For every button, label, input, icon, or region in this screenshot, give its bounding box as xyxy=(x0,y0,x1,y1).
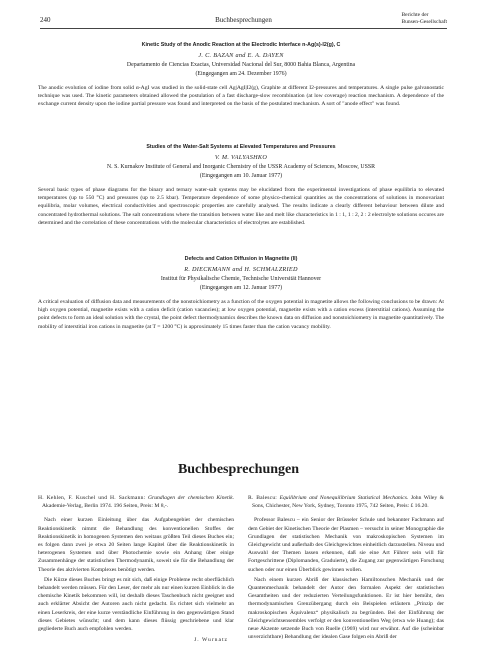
book-reference xyxy=(38,494,234,510)
abstract-body: Several basic types of phase diagrams for the binary and ternary water-salt systems may be elucidated from the experimental investigations of phase equilibria to elevated temperatures (up to 550 °C) and pressures (up to 2.5 kbar). Temperature dependence of some physico-chemical quantities as the concentrations of solutions in monovariant equilibria, molar volumes, electrical conductivities and spectroscopic properties are carefully analysed. The results indicate a clearly different behaviour between dilute and concentrated hydrothermal solutions. The salt concentrations where the transition between water like and melt like characteristics in 1 : 1, 1 : 2, 2 : 2 electrolyte solutions occures are determined and the correlation of these concentrations with the molecular characteristics of electrolytes are established. xyxy=(38,187,444,226)
abstract-body: The anodic evolution of iodine from solid α-AgI was studied in the solid-state cell Ag|AgI|I2(g), Graphite at different I2-pressures and temperatures. A single pulse galvanostatic technique was used. The kinetic parameters obtained allowed the postulation of a fast discharge-slow recombination (at low coverage) reaction mechanism. A dependence of the exchange current density upon the iodine partial pressure was found and interpreted on the basis of the postulated mechanism. A sort of "anode effect" was found. xyxy=(38,85,444,108)
journal-name-line2: Bunsen-Gesellschaft xyxy=(401,19,447,25)
abstract-affiliation: Departamento de Ciencias Exactas, Universidad Nacional del Sur, 8000 Bahia Blanca, Argentina xyxy=(126,62,356,68)
abstract-1 xyxy=(38,42,444,109)
review-column-right xyxy=(248,494,444,643)
book-title: Grundlagen der chemischen Kinetik. xyxy=(148,495,234,501)
abstract-3 xyxy=(38,256,444,331)
journal-name xyxy=(401,12,447,26)
abstract-authors: V. M. VALYASHKO xyxy=(214,154,268,161)
review-paragraph: Nach einer kurzen Einleitung über das Aufgabengebiet der chemischen Reaktionskinetik nimmt die Behandlung des konventionellen Stoffes der Reaktionskinetik in homogenen Systemen den weitaus größten Teil dieses Buches ein; es folgen dann zwei je etwa 20 Seiten lange Kapitel über die Reaktionskinetik in heterogenen Systemen und über Photochemie sowie ein Anhang über einige Zusammenhänge der statistischen Thermodynamik, soweit sie für die Behandlung der Theorie des aktivierten Komplexes benötigt werden. xyxy=(38,517,234,573)
page-number: 240 xyxy=(40,16,51,24)
abstract-received-date: (Eingegangen am 12. Januar 1977) xyxy=(199,285,283,291)
abstract-title: Kinetic Study of the Anodic Reaction at the Electrodic Interface n-Ag(s)-I2(g), C xyxy=(141,42,341,48)
abstract-received-date: (Eingegangen am 24. Dezember 1976) xyxy=(195,71,287,77)
abstract-title: Defects and Cation Diffusion in Magnetite (II) xyxy=(184,256,298,262)
abstract-authors: J. C. BAZAN and E. A. DAYEN xyxy=(198,52,284,59)
page-header xyxy=(40,12,447,29)
review-paragraph: Professor Balescu – ein Senior der Brüsseler Schule und bekannter Fachmann auf dem Gebiet der Kinetischen Theorie der Plasmen – versucht in seiner Monographie die Grundlagen der statistischen Mechanik von makroskopischen Systemen im Gleichgewicht und außerhalb des Gleichgewichtes einheitlich darzustellen. Niveau und Auswahl der Themen lassen erkennen, daß sie eine Art Führer sein will für Fortgeschrittene (Diplomanden, Graduierte), die Zugang zur gegenwärtigen Forschung suchen oder nur einen Überblick gewinnen wollen. xyxy=(248,517,444,573)
book-reference xyxy=(248,494,444,510)
reviewer-signature: J. Wurnatz xyxy=(194,637,228,644)
book-publisher: Akademie-Verlag, Berlin 1974. 196 Seiten, Preis: M 8,-. xyxy=(42,503,169,510)
book-authors: R. Balescu: xyxy=(248,495,278,501)
review-paragraph: Nach einem kurzen Abriß der klassischen Hamiltonschen Mechanik und der Quantenmechanik behandelt der Autor den formalen Aspekt der statistischen Gesamtheiten und der reduzierten Verteilungsfunktionen. Er ist hier bemüht, den thermodynamischen Grenzübergang durch ein Beispielen erläutern „Prinzip der makroskopischen Äquivalenz“ physikalisch zu begründen. Bei der Einführung der Gleichgewichtsensembles verfolgt er den konventionellen Weg (etwa wie Huang); das neue Akzente setzende Buch von Ruelle (1969) wird nur erwähnt. Auf die (scheinbar unverzichtbare) Behandlung der idealen Gase folgen ein Abriß der xyxy=(248,576,444,641)
abstract-body: A critical evaluation of diffusion data and measurements of the nonstoichiometry as a function of the oxygen potential in magnetite allows the following conclusions to be drawn: At high oxygen potential, magnetite exists with a cation deficit (cation vacancies); at low oxygen potential, magnetite exists with a cation excess (interstitial cations). Assuming the point defects to form an ideal solution with the crystal, the point defect thermodynamics describes the known data on diffusion and nonstoichiometry in magnetite quantitatively. The mobility of interstitial iron cations in magnetite (at T = 1200 °C) is approximately 15 times faster than the cation vacancy mobility. xyxy=(38,299,444,330)
abstract-2 xyxy=(38,144,444,227)
book-title: Equilibrium and Nonequilibrium Statistical Mechanics. xyxy=(279,495,409,501)
abstract-authors: R. DIECKMANN and H. SCHMALZRIED xyxy=(184,266,298,273)
abstract-title: Studies of the Water-Salt Systems at Elevated Temperatures and Pressures xyxy=(146,144,336,150)
review-paragraph: Die Kürze dieses Buches bringt es mit sich, daß einige Probleme recht oberflächlich behandelt werden müssen. Für den Leser, der mehr als nur einen kurzen Einblick in die chemische Kinetik bekommen will, ist deshalb dieses Taschenbuch nicht geeignet und auch erklärter Absicht der Autoren auch nicht gedacht. Es richtet sich vielmehr an einen Leserkreis, der eine kurze verständliche Einführung in den gegenwärtigen Stand dieses Gebietes wünscht; und dem kann dieses flüssig geschriebene und klar gegliederte Buch auch empfohlen werden. xyxy=(38,576,234,633)
abstract-received-date: (Eingegangen am 10. Januar 1977) xyxy=(199,173,283,179)
abstract-affiliation: N. S. Kurnakov Institute of General and Inorganic Chemistry of the USSR Academy of Sciences, Moscow, USSR xyxy=(106,164,376,170)
review-column-left xyxy=(38,494,234,644)
journal-name-line1: Berichte der xyxy=(401,12,429,18)
section-heading: Buchbesprechungen xyxy=(177,462,300,477)
abstract-affiliation: Institut für Physikalische Chemie, Technische Universität Hannover xyxy=(160,276,322,282)
running-head: Buchbesprechungen xyxy=(215,16,272,24)
book-publisher: John Wiley & Sons, Chichester, New York, Sydney, Toronto 1975, 742 Seiten, Preis: £ 16.20. xyxy=(252,495,445,510)
book-authors: H. Kehlen, F. Kuschel und H. Sackmann: xyxy=(38,495,146,501)
